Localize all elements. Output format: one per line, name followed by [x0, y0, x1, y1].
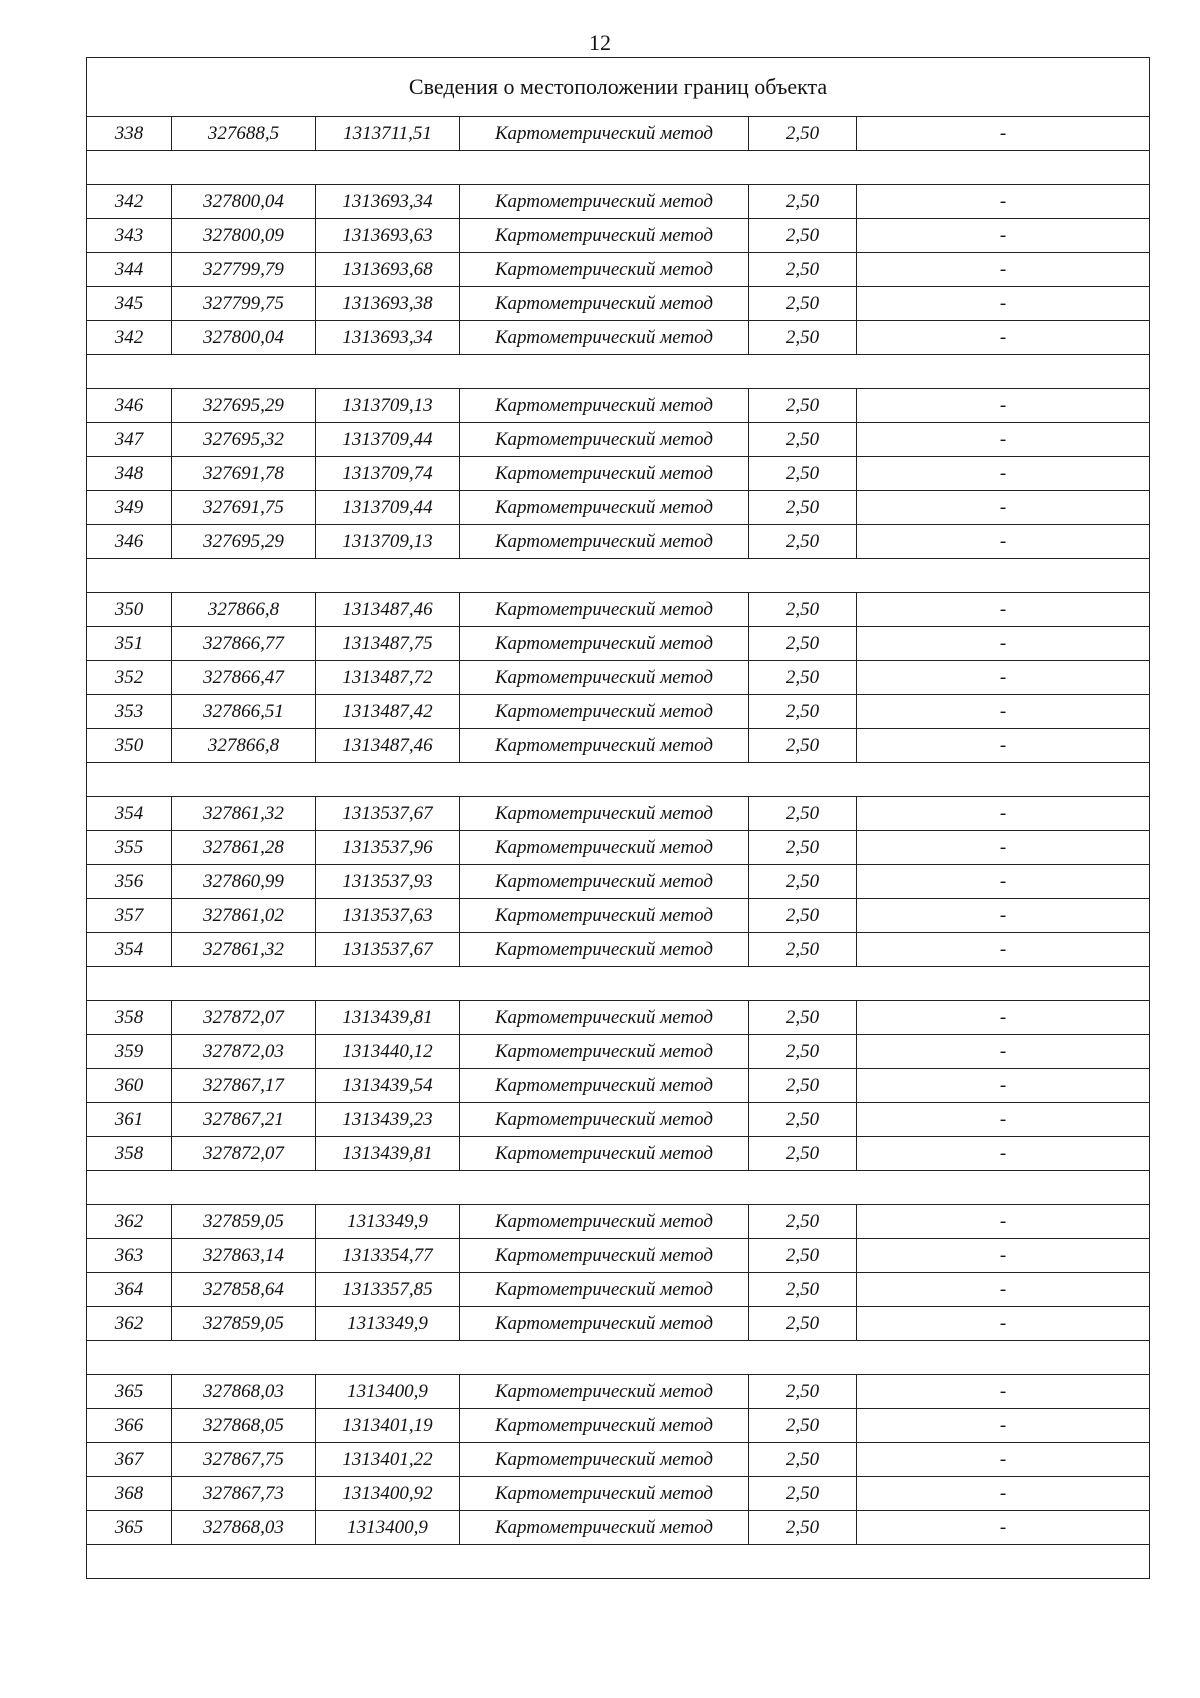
- group-separator-row: [87, 559, 1150, 593]
- x-coordinate-cell: 327861,28: [172, 831, 316, 865]
- precision-cell: 2,50: [749, 627, 857, 661]
- group-separator-row: [87, 1171, 1150, 1205]
- x-coordinate-cell: 327695,29: [172, 389, 316, 423]
- table-row: [87, 253, 1150, 287]
- point-number-cell: 361: [87, 1103, 172, 1137]
- method-cell: Картометрический метод: [460, 1103, 749, 1137]
- point-number-cell: 351: [87, 627, 172, 661]
- x-coordinate-cell: 327691,75: [172, 491, 316, 525]
- x-coordinate-cell: 327866,8: [172, 593, 316, 627]
- table-row: [87, 491, 1150, 525]
- description-cell: -: [857, 457, 1150, 491]
- method-cell: Картометрический метод: [460, 1409, 749, 1443]
- description-cell: -: [857, 253, 1150, 287]
- description-cell: -: [857, 1409, 1150, 1443]
- x-coordinate-cell: 327861,02: [172, 899, 316, 933]
- separator-cell: [87, 1341, 1150, 1375]
- table-title: Сведения о местоположении границ объекта: [87, 58, 1150, 117]
- method-cell: Картометрический метод: [460, 1375, 749, 1409]
- precision-cell: 2,50: [749, 695, 857, 729]
- point-number-cell: 338: [87, 117, 172, 151]
- description-cell: -: [857, 287, 1150, 321]
- point-number-cell: 367: [87, 1443, 172, 1477]
- y-coordinate-cell: 1313487,46: [316, 593, 460, 627]
- description-cell: -: [857, 1511, 1150, 1545]
- table-body: [87, 58, 1150, 1579]
- method-cell: Картометрический метод: [460, 831, 749, 865]
- description-cell: -: [857, 729, 1150, 763]
- method-cell: Картометрический метод: [460, 423, 749, 457]
- point-number-cell: 363: [87, 1239, 172, 1273]
- separator-cell: [87, 1545, 1150, 1579]
- x-coordinate-cell: 327799,79: [172, 253, 316, 287]
- point-number-cell: 366: [87, 1409, 172, 1443]
- table-row: [87, 219, 1150, 253]
- table-row: [87, 1511, 1150, 1545]
- description-cell: -: [857, 1375, 1150, 1409]
- table-row: [87, 627, 1150, 661]
- table-row: [87, 1205, 1150, 1239]
- method-cell: Картометрический метод: [460, 661, 749, 695]
- y-coordinate-cell: 1313439,81: [316, 1001, 460, 1035]
- precision-cell: 2,50: [749, 899, 857, 933]
- precision-cell: 2,50: [749, 1307, 857, 1341]
- precision-cell: 2,50: [749, 1477, 857, 1511]
- point-number-cell: 359: [87, 1035, 172, 1069]
- point-number-cell: 354: [87, 933, 172, 967]
- point-number-cell: 346: [87, 525, 172, 559]
- precision-cell: 2,50: [749, 933, 857, 967]
- y-coordinate-cell: 1313537,63: [316, 899, 460, 933]
- description-cell: -: [857, 1103, 1150, 1137]
- method-cell: Картометрический метод: [460, 1035, 749, 1069]
- point-number-cell: 350: [87, 729, 172, 763]
- table-title-row: [87, 58, 1150, 117]
- method-cell: Картометрический метод: [460, 1273, 749, 1307]
- description-cell: -: [857, 1307, 1150, 1341]
- x-coordinate-cell: 327866,51: [172, 695, 316, 729]
- table-row: [87, 1035, 1150, 1069]
- point-number-cell: 364: [87, 1273, 172, 1307]
- method-cell: Картометрический метод: [460, 933, 749, 967]
- separator-cell: [87, 967, 1150, 1001]
- x-coordinate-cell: 327863,14: [172, 1239, 316, 1273]
- point-number-cell: 358: [87, 1001, 172, 1035]
- x-coordinate-cell: 327867,75: [172, 1443, 316, 1477]
- point-number-cell: 347: [87, 423, 172, 457]
- method-cell: Картометрический метод: [460, 627, 749, 661]
- y-coordinate-cell: 1313693,34: [316, 185, 460, 219]
- method-cell: Картометрический метод: [460, 593, 749, 627]
- method-cell: Картометрический метод: [460, 185, 749, 219]
- precision-cell: 2,50: [749, 1239, 857, 1273]
- description-cell: -: [857, 1443, 1150, 1477]
- description-cell: -: [857, 117, 1150, 151]
- method-cell: Картометрический метод: [460, 1477, 749, 1511]
- method-cell: Картометрический метод: [460, 117, 749, 151]
- y-coordinate-cell: 1313537,67: [316, 797, 460, 831]
- x-coordinate-cell: 327859,05: [172, 1205, 316, 1239]
- description-cell: -: [857, 695, 1150, 729]
- precision-cell: 2,50: [749, 593, 857, 627]
- point-number-cell: 344: [87, 253, 172, 287]
- point-number-cell: 345: [87, 287, 172, 321]
- table-row: [87, 899, 1150, 933]
- description-cell: -: [857, 865, 1150, 899]
- method-cell: Картометрический метод: [460, 525, 749, 559]
- precision-cell: 2,50: [749, 1443, 857, 1477]
- description-cell: -: [857, 661, 1150, 695]
- y-coordinate-cell: 1313354,77: [316, 1239, 460, 1273]
- precision-cell: 2,50: [749, 661, 857, 695]
- precision-cell: 2,50: [749, 219, 857, 253]
- precision-cell: 2,50: [749, 185, 857, 219]
- precision-cell: 2,50: [749, 797, 857, 831]
- table-row: [87, 1001, 1150, 1035]
- table-row: [87, 457, 1150, 491]
- point-number-cell: 342: [87, 321, 172, 355]
- y-coordinate-cell: 1313709,13: [316, 389, 460, 423]
- y-coordinate-cell: 1313711,51: [316, 117, 460, 151]
- y-coordinate-cell: 1313693,63: [316, 219, 460, 253]
- table-row: [87, 1307, 1150, 1341]
- table-row: [87, 117, 1150, 151]
- x-coordinate-cell: 327799,75: [172, 287, 316, 321]
- method-cell: Картометрический метод: [460, 253, 749, 287]
- group-separator-row: [87, 1341, 1150, 1375]
- description-cell: -: [857, 1205, 1150, 1239]
- precision-cell: 2,50: [749, 423, 857, 457]
- x-coordinate-cell: 327866,47: [172, 661, 316, 695]
- table-row: [87, 933, 1150, 967]
- method-cell: Картометрический метод: [460, 491, 749, 525]
- method-cell: Картометрический метод: [460, 899, 749, 933]
- table-row: [87, 321, 1150, 355]
- precision-cell: 2,50: [749, 525, 857, 559]
- group-separator-row: [87, 967, 1150, 1001]
- separator-cell: [87, 559, 1150, 593]
- method-cell: Картометрический метод: [460, 219, 749, 253]
- description-cell: -: [857, 1273, 1150, 1307]
- method-cell: Картометрический метод: [460, 1069, 749, 1103]
- x-coordinate-cell: 327867,17: [172, 1069, 316, 1103]
- group-separator-row: [87, 763, 1150, 797]
- description-cell: -: [857, 933, 1150, 967]
- table-row: [87, 287, 1150, 321]
- point-number-cell: 362: [87, 1205, 172, 1239]
- method-cell: Картометрический метод: [460, 1001, 749, 1035]
- description-cell: -: [857, 491, 1150, 525]
- precision-cell: 2,50: [749, 389, 857, 423]
- method-cell: Картометрический метод: [460, 1205, 749, 1239]
- point-number-cell: 360: [87, 1069, 172, 1103]
- x-coordinate-cell: 327861,32: [172, 797, 316, 831]
- y-coordinate-cell: 1313709,13: [316, 525, 460, 559]
- method-cell: Картометрический метод: [460, 1239, 749, 1273]
- precision-cell: 2,50: [749, 1069, 857, 1103]
- table-row: [87, 797, 1150, 831]
- precision-cell: 2,50: [749, 1273, 857, 1307]
- point-number-cell: 358: [87, 1137, 172, 1171]
- table-row: [87, 525, 1150, 559]
- y-coordinate-cell: 1313440,12: [316, 1035, 460, 1069]
- y-coordinate-cell: 1313487,42: [316, 695, 460, 729]
- y-coordinate-cell: 1313693,38: [316, 287, 460, 321]
- point-number-cell: 368: [87, 1477, 172, 1511]
- separator-cell: [87, 151, 1150, 185]
- table-row: [87, 1443, 1150, 1477]
- table-row: [87, 831, 1150, 865]
- separator-cell: [87, 355, 1150, 389]
- table-row: [87, 865, 1150, 899]
- precision-cell: 2,50: [749, 865, 857, 899]
- table-row: [87, 1069, 1150, 1103]
- description-cell: -: [857, 1239, 1150, 1273]
- y-coordinate-cell: 1313709,44: [316, 423, 460, 457]
- y-coordinate-cell: 1313401,22: [316, 1443, 460, 1477]
- table-row: [87, 1103, 1150, 1137]
- x-coordinate-cell: 327858,64: [172, 1273, 316, 1307]
- point-number-cell: 356: [87, 865, 172, 899]
- table-row: [87, 1137, 1150, 1171]
- y-coordinate-cell: 1313439,81: [316, 1137, 460, 1171]
- method-cell: Картометрический метод: [460, 389, 749, 423]
- point-number-cell: 362: [87, 1307, 172, 1341]
- precision-cell: 2,50: [749, 491, 857, 525]
- x-coordinate-cell: 327867,73: [172, 1477, 316, 1511]
- table-row: [87, 661, 1150, 695]
- x-coordinate-cell: 327860,99: [172, 865, 316, 899]
- y-coordinate-cell: 1313693,68: [316, 253, 460, 287]
- y-coordinate-cell: 1313439,23: [316, 1103, 460, 1137]
- x-coordinate-cell: 327868,05: [172, 1409, 316, 1443]
- precision-cell: 2,50: [749, 831, 857, 865]
- description-cell: -: [857, 1001, 1150, 1035]
- x-coordinate-cell: 327688,5: [172, 117, 316, 151]
- y-coordinate-cell: 1313349,9: [316, 1205, 460, 1239]
- y-coordinate-cell: 1313400,9: [316, 1375, 460, 1409]
- description-cell: -: [857, 219, 1150, 253]
- description-cell: -: [857, 1477, 1150, 1511]
- method-cell: Картометрический метод: [460, 729, 749, 763]
- point-number-cell: 357: [87, 899, 172, 933]
- x-coordinate-cell: 327872,03: [172, 1035, 316, 1069]
- description-cell: -: [857, 1069, 1150, 1103]
- y-coordinate-cell: 1313693,34: [316, 321, 460, 355]
- method-cell: Картометрический метод: [460, 797, 749, 831]
- table-row: [87, 1239, 1150, 1273]
- table-row: [87, 729, 1150, 763]
- group-separator-row: [87, 151, 1150, 185]
- precision-cell: 2,50: [749, 1511, 857, 1545]
- point-number-cell: 348: [87, 457, 172, 491]
- table-row: [87, 1477, 1150, 1511]
- table-row: [87, 1375, 1150, 1409]
- method-cell: Картометрический метод: [460, 1443, 749, 1477]
- point-number-cell: 355: [87, 831, 172, 865]
- point-number-cell: 365: [87, 1375, 172, 1409]
- precision-cell: 2,50: [749, 1035, 857, 1069]
- table-row: [87, 695, 1150, 729]
- method-cell: Картометрический метод: [460, 321, 749, 355]
- description-cell: -: [857, 389, 1150, 423]
- point-number-cell: 365: [87, 1511, 172, 1545]
- precision-cell: 2,50: [749, 1103, 857, 1137]
- precision-cell: 2,50: [749, 1375, 857, 1409]
- table-row: [87, 1273, 1150, 1307]
- y-coordinate-cell: 1313487,72: [316, 661, 460, 695]
- point-number-cell: 349: [87, 491, 172, 525]
- description-cell: -: [857, 321, 1150, 355]
- precision-cell: 2,50: [749, 1205, 857, 1239]
- y-coordinate-cell: 1313439,54: [316, 1069, 460, 1103]
- x-coordinate-cell: 327859,05: [172, 1307, 316, 1341]
- group-separator-row: [87, 1545, 1150, 1579]
- method-cell: Картометрический метод: [460, 457, 749, 491]
- precision-cell: 2,50: [749, 253, 857, 287]
- group-separator-row: [87, 355, 1150, 389]
- description-cell: -: [857, 423, 1150, 457]
- y-coordinate-cell: 1313400,92: [316, 1477, 460, 1511]
- y-coordinate-cell: 1313709,74: [316, 457, 460, 491]
- x-coordinate-cell: 327866,8: [172, 729, 316, 763]
- description-cell: -: [857, 525, 1150, 559]
- precision-cell: 2,50: [749, 117, 857, 151]
- point-number-cell: 346: [87, 389, 172, 423]
- boundary-coordinates-table: [86, 57, 1150, 1579]
- x-coordinate-cell: 327872,07: [172, 1137, 316, 1171]
- point-number-cell: 354: [87, 797, 172, 831]
- point-number-cell: 350: [87, 593, 172, 627]
- table-row: [87, 389, 1150, 423]
- y-coordinate-cell: 1313537,93: [316, 865, 460, 899]
- point-number-cell: 342: [87, 185, 172, 219]
- x-coordinate-cell: 327800,09: [172, 219, 316, 253]
- y-coordinate-cell: 1313709,44: [316, 491, 460, 525]
- description-cell: -: [857, 797, 1150, 831]
- precision-cell: 2,50: [749, 1409, 857, 1443]
- description-cell: -: [857, 627, 1150, 661]
- description-cell: -: [857, 831, 1150, 865]
- x-coordinate-cell: 327867,21: [172, 1103, 316, 1137]
- precision-cell: 2,50: [749, 729, 857, 763]
- y-coordinate-cell: 1313487,75: [316, 627, 460, 661]
- table-row: [87, 593, 1150, 627]
- x-coordinate-cell: 327872,07: [172, 1001, 316, 1035]
- method-cell: Картометрический метод: [460, 695, 749, 729]
- precision-cell: 2,50: [749, 1001, 857, 1035]
- y-coordinate-cell: 1313537,67: [316, 933, 460, 967]
- separator-cell: [87, 763, 1150, 797]
- table-row: [87, 423, 1150, 457]
- precision-cell: 2,50: [749, 321, 857, 355]
- description-cell: -: [857, 185, 1150, 219]
- y-coordinate-cell: 1313357,85: [316, 1273, 460, 1307]
- method-cell: Картометрический метод: [460, 1511, 749, 1545]
- y-coordinate-cell: 1313349,9: [316, 1307, 460, 1341]
- x-coordinate-cell: 327868,03: [172, 1375, 316, 1409]
- method-cell: Картометрический метод: [460, 865, 749, 899]
- description-cell: -: [857, 899, 1150, 933]
- y-coordinate-cell: 1313537,96: [316, 831, 460, 865]
- x-coordinate-cell: 327695,32: [172, 423, 316, 457]
- x-coordinate-cell: 327868,03: [172, 1511, 316, 1545]
- x-coordinate-cell: 327861,32: [172, 933, 316, 967]
- precision-cell: 2,50: [749, 287, 857, 321]
- precision-cell: 2,50: [749, 457, 857, 491]
- point-number-cell: 352: [87, 661, 172, 695]
- description-cell: -: [857, 593, 1150, 627]
- description-cell: -: [857, 1035, 1150, 1069]
- x-coordinate-cell: 327691,78: [172, 457, 316, 491]
- x-coordinate-cell: 327800,04: [172, 321, 316, 355]
- precision-cell: 2,50: [749, 1137, 857, 1171]
- x-coordinate-cell: 327800,04: [172, 185, 316, 219]
- page-number: 12: [589, 30, 611, 55]
- x-coordinate-cell: 327866,77: [172, 627, 316, 661]
- x-coordinate-cell: 327695,29: [172, 525, 316, 559]
- point-number-cell: 343: [87, 219, 172, 253]
- method-cell: Картометрический метод: [460, 287, 749, 321]
- method-cell: Картометрический метод: [460, 1137, 749, 1171]
- table-row: [87, 1409, 1150, 1443]
- table-row: [87, 185, 1150, 219]
- method-cell: Картометрический метод: [460, 1307, 749, 1341]
- y-coordinate-cell: 1313401,19: [316, 1409, 460, 1443]
- y-coordinate-cell: 1313487,46: [316, 729, 460, 763]
- separator-cell: [87, 1171, 1150, 1205]
- y-coordinate-cell: 1313400,9: [316, 1511, 460, 1545]
- description-cell: -: [857, 1137, 1150, 1171]
- point-number-cell: 353: [87, 695, 172, 729]
